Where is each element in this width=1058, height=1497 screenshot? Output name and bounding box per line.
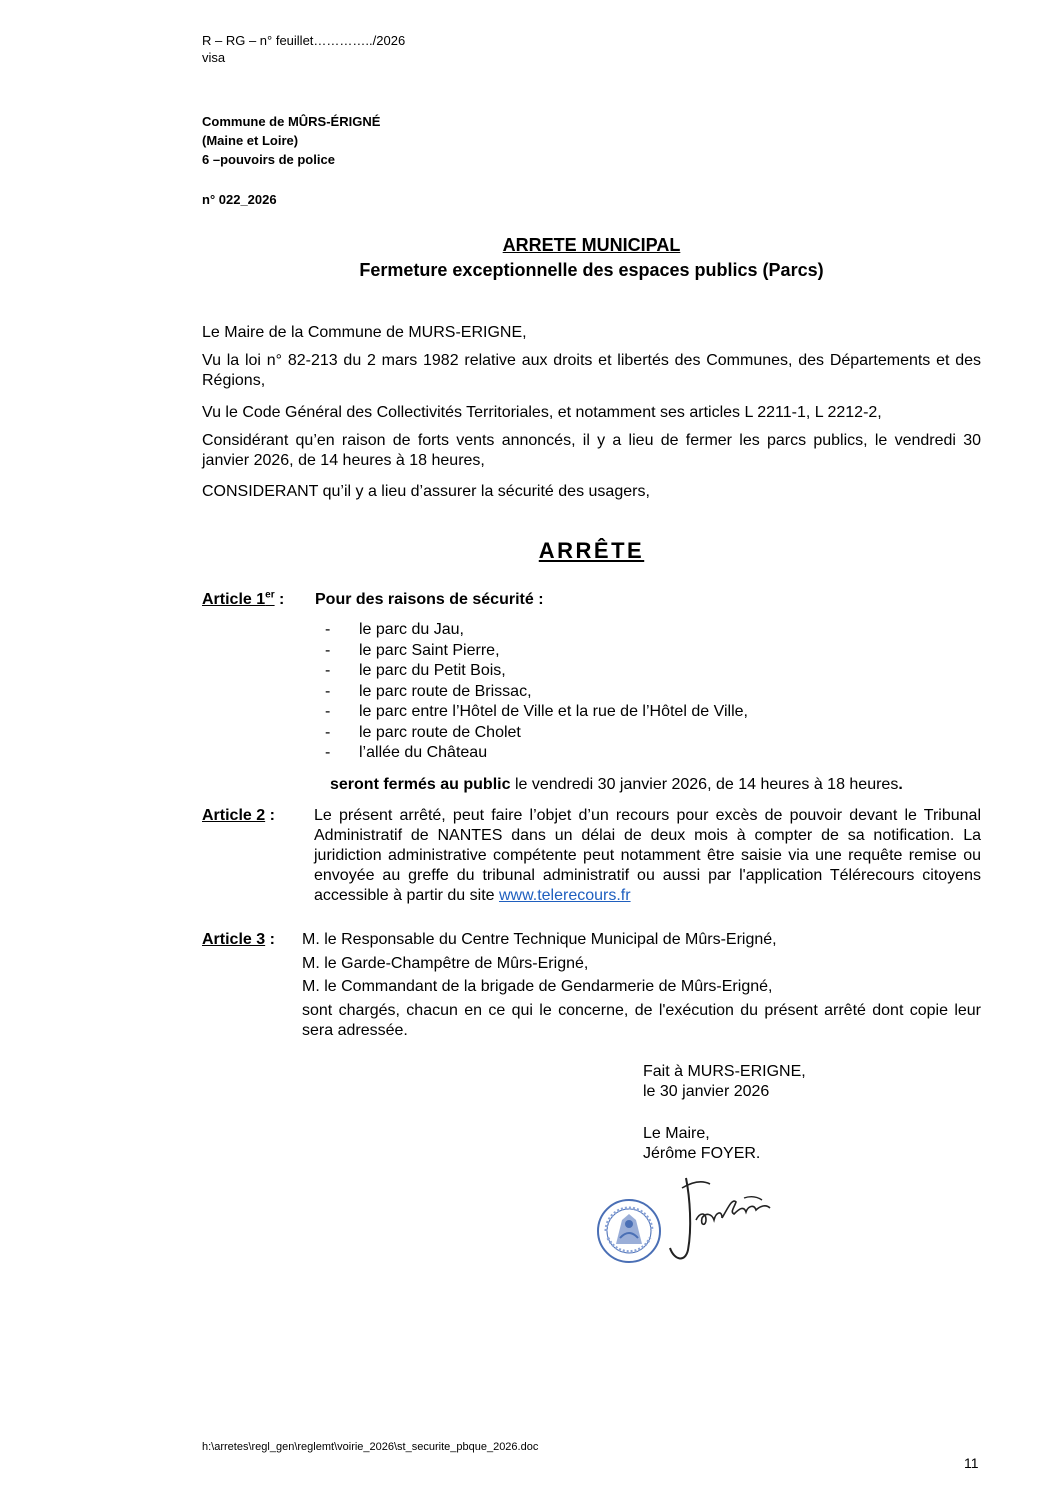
article-3-closing: sont chargés, chacun en ce qui le concerne, de l'exécution du présent arrêté dont copie leur sera adressée.	[302, 1001, 981, 1039]
article-2-body: Le présent arrêté, peut faire l’objet d’un recours pour excès de pouvoir devant le Tribunal Administratif de NANTES dans un délai de deux mois à compter de sa notification. La juridiction administrative compétente peut notamment être saisie via une requête remise ou envoyée au greffe du tribunal administratif ou aussi par l'application Télérecours citoyens accessible à partir du site	[314, 807, 981, 904]
article-3-line: M. le Responsable du Centre Technique Municipal de Mûrs-Erigné,	[302, 931, 777, 948]
municipal-seal-icon	[596, 1198, 662, 1264]
article-1-label-sup: er	[265, 589, 275, 601]
list-dash: -	[325, 703, 331, 720]
parc-name: le parc du Jau,	[359, 621, 464, 638]
mayor-block	[643, 1124, 760, 1164]
handwritten-signature-icon	[662, 1168, 777, 1268]
file-path-footer: h:\arretes\regl_gen\reglemt\voirie_2026\st_securite_pbque_2026.doc	[202, 1441, 539, 1453]
preamble-mayor: Le Maire de la Commune de MURS-ERIGNE,	[202, 324, 527, 341]
article-2-label-text: Article 2	[202, 807, 266, 824]
closure-text: le vendredi 30 janvier 2026, de 14 heures à 18 heures	[510, 776, 899, 793]
commune-block	[202, 112, 380, 169]
article-1-heading: Pour des raisons de sécurité :	[315, 591, 544, 608]
document-reference	[202, 32, 405, 66]
article-3-text	[302, 930, 981, 1042]
fait-block	[643, 1062, 806, 1102]
parc-list-item	[325, 723, 748, 744]
commune-category: 6 –pouvoirs de police	[202, 152, 335, 167]
mayor-role: Le Maire,	[643, 1125, 710, 1142]
fait-place: Fait à MURS-ERIGNE,	[643, 1063, 806, 1080]
preamble-considerant-securite: CONSIDERANT qu’il y a lieu d’assurer la sécurité des usagers,	[202, 483, 650, 500]
article-3-line: M. le Commandant de la brigade de Gendarmerie de Mûrs-Erigné,	[302, 978, 773, 995]
article-1-label	[202, 590, 284, 610]
parc-list-item	[325, 702, 748, 723]
preamble-considerant-vents: Considérant qu’en raison de forts vents annoncés, il y a lieu de fermer les parcs publics, le vendredi 30 janvier 2026, de 14 heures à 18 heures,	[202, 432, 981, 469]
article-3-label-colon: :	[265, 931, 275, 948]
parc-list-item	[325, 682, 748, 703]
parc-name: le parc du Petit Bois,	[359, 662, 506, 679]
fait-date: le 30 janvier 2026	[643, 1083, 770, 1100]
closure-end: .	[898, 776, 903, 793]
article-1-label-colon: :	[274, 591, 285, 608]
commune-name: Commune de MÛRS-ÉRIGNÉ	[202, 114, 381, 129]
document-titles	[202, 233, 981, 283]
article-2-label	[202, 806, 275, 826]
arrete-heading	[202, 538, 981, 564]
parc-list-item	[325, 620, 748, 641]
list-dash: -	[325, 744, 331, 761]
parc-list-item	[325, 743, 748, 764]
parc-name: le parc route de Cholet	[359, 723, 521, 741]
parc-name: le parc entre l’Hôtel de Ville et la rue de l’Hôtel de Ville,	[359, 703, 748, 720]
list-dash: -	[325, 621, 331, 638]
parc-name: le parc route de Brissac,	[359, 682, 532, 700]
visa-label: visa	[202, 50, 226, 65]
parc-name: le parc Saint Pierre,	[359, 641, 500, 659]
article-1-label-main: Article 1	[202, 591, 266, 608]
article-1-label-text	[202, 591, 275, 608]
parc-name: l’allée du Château	[359, 744, 488, 761]
preamble-vu-code: Vu le Code Général des Collectivités Territoriales, et notamment ses articles L 2211-1, L 2212-2,	[202, 404, 882, 421]
parc-list-item	[325, 661, 748, 682]
list-dash: -	[325, 723, 331, 741]
article-2-label-colon: :	[265, 807, 275, 824]
list-dash: -	[325, 641, 331, 659]
list-dash: -	[325, 682, 331, 700]
commune-department: (Maine et Loire)	[202, 133, 299, 148]
article-3-label	[202, 930, 275, 950]
preamble-vu-loi: Vu la loi n° 82-213 du 2 mars 1982 relative aux droits et libertés des Communes, des Départements et des Régions,	[202, 352, 981, 389]
reference-line: R – RG – n° feuillet…………../2026	[202, 33, 406, 48]
telerecours-link[interactable]: www.telerecours.fr	[498, 887, 631, 904]
arrete-number: n° 022_2026	[202, 192, 277, 207]
page-number: 11	[964, 1455, 979, 1471]
main-title: ARRETE MUNICIPAL	[502, 235, 681, 255]
article-3-label-text: Article 3	[202, 931, 266, 948]
mayor-name: Jérôme FOYER.	[643, 1145, 761, 1162]
article-3-line: M. le Garde-Champêtre de Mûrs-Erigné,	[302, 954, 589, 972]
closure-bold: seront fermés au public	[330, 776, 511, 793]
article-2-text	[314, 806, 981, 906]
article-1-closure	[330, 775, 903, 795]
parcs-list	[325, 620, 748, 764]
parc-list-item	[325, 641, 748, 662]
list-dash: -	[325, 662, 331, 679]
subtitle: Fermeture exceptionnelle des espaces publics (Parcs)	[359, 260, 824, 280]
arrete-heading-text: ARRÊTE	[538, 538, 645, 563]
